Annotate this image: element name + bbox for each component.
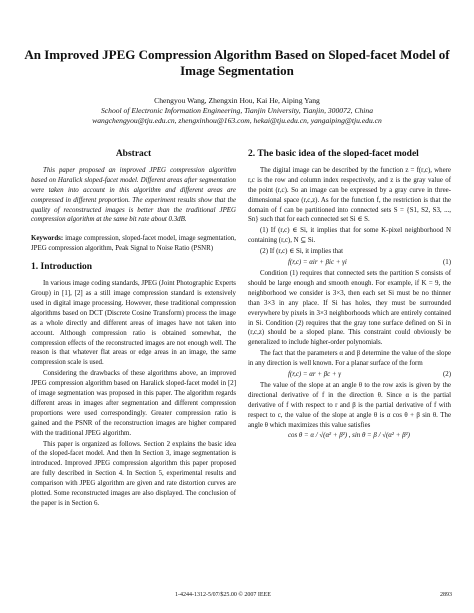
abstract-heading: Abstract	[115, 149, 152, 159]
intro-paragraph-3: This paper is organized as follows. Section 2 explains the basic idea of the sloped-facet model. And then In Section 3, image segmentation is introduced. Improved JPEG compression algorithm this paper proposed are fully described in Section 4. In Section 5, experimental results and comparison with JPEG algorithm are given and rate distortion curves are plotted. Some reconstructed images are also displayed. The conclusion of the paper is in Section 6.	[31, 440, 236, 507]
intro-paragraph-2: Considering the drawbacks of these algorithms above, an improved JPEG compression algorithm based on Haralick sloped-facet model in [2] of image segmentation was proposed in this paper. The algorithm regards different areas in images after segmentation and different compression proportions were used correspondingly. Greater compression ratio is gained and the PSNR of the reconstruction images are higher compared with the traditional JPEG algorithm.	[31, 370, 236, 437]
condition-1: (1) If (r,c) ∈ Si, it implies that for some K-pixel neighborhood N containing (r,c), N ⊆ Si.	[248, 227, 451, 245]
page-number: 2893	[440, 592, 452, 598]
author-block	[20, 96, 454, 126]
left-column	[31, 150, 236, 510]
author-emails: wangchengyou@tju.edu.cn, zhengxinhou@163.com, hekai@tju.edu.cn, yangaiping@tju.edu.cn	[92, 116, 382, 125]
equation-3	[288, 431, 451, 441]
author-names: Chengyou Wang, Zhengxin Hou, Kai He, Aiping Yang	[154, 96, 320, 105]
equation-2-body: f(r,c) = αr + βc + γ	[288, 371, 341, 379]
keywords-label: Keywords:	[31, 235, 64, 243]
equation-2	[288, 370, 451, 380]
introduction-heading: 1. Introduction	[31, 262, 93, 273]
copyright-notice: 1-4244-1312-5/07/$25.00 © 2007 IEEE	[175, 592, 271, 598]
equation-2-number: (2)	[442, 371, 451, 379]
equation-1	[288, 258, 451, 268]
abstract-text: This paper proposed an improved JPEG compression algorithm based on Haralick sloped-facet model. Different areas after segmentation were taken into account in this algorithm and different areas are compressed in different proportion. The experiment results show that the quality of reconstructed images is better than the traditional JPEG compression algorithm at the same bit rate about 0.3dB.	[31, 166, 236, 224]
equation-1-body: f(r,c) = αir + βic + γi	[288, 259, 347, 267]
keywords-text: image compression, sloped-facet model, image segmentation, JPEG compression algorithm, Peak Signal to Noise Ratio (PSNR)	[31, 235, 236, 253]
equation-3-body: cos θ = α / √(α² + β²) , sin θ = β / √(α² + β²)	[288, 432, 410, 440]
intro-paragraph-1: In various image coding standards, JPEG (Joint Photographic Experts Group) in [1], [2] as a still image compression standard is extensively used in digital image processing. However, these traditional compression algorithms based on DCT (Discrete Cosine Transform) process the image as a whole directly and different areas of images have not taken into account. Although compression ratio is obtained somewhat, the compression effects of the reconstructed images are not enough well. The reason is that whatever flat areas or edge areas in an image, the same compression scale is used.	[31, 280, 236, 367]
right-column	[248, 150, 451, 442]
section2-heading: 2. The basic idea of the sloped-facet model	[248, 149, 419, 159]
section2-paragraph-1: The digital image can be described by the function z = f(r,c), where r,c is the row and column index respectively, and z is the gray value of the point (r,c). So an image can be expressed by a gray curve in three-dimensional space (r,c,z). As for the function f, the restriction is that the domain of f can be partitioned into connected sets S = {S1, S2, S3, ..., Sn} such that for each connected set Si ∈ S.	[248, 166, 451, 224]
section2-paragraph-2: Condition (1) requires that connected sets the partition S consists of should be large enough and smooth enough. For example, if K = 9, the neighborhood we consider is 3×3, then each set Si must be no thinner than 3×3 in any place. If Si has holes, they must be surrounded everywhere by pixels in 3×3 neighborhoods which are entirely contained in Si. Condition (2) requires that the gray tone surface defined on Si in (r,c,z) should be a sloped plane. This constraint could obviously be generalized to include higher-order polynomials.	[248, 269, 451, 347]
condition-2: (2) If (r,c) ∈ Si, it implies that	[260, 248, 344, 256]
equation-1-number: (1)	[442, 259, 451, 267]
paper-title: An Improved JPEG Compression Algorithm Based on Sloped-facet Model of Image Segmentation	[24, 47, 450, 78]
section2-paragraph-3: The fact that the parameters α and β determine the value of the slope in any direction is well known. For a planar surface of the form	[248, 350, 451, 368]
author-affiliation: School of Electronic Information Engineering, Tianjin University, Tianjin, 300072, China	[100, 106, 374, 115]
section2-paragraph-4: The value of the slope at an angle θ to the row axis is given by the directional derivative of f in the direction θ. Since α is the partial derivative of f with respect to r and β is the partial derivative of f with respect to c, the value of the slope at angle θ is α cos θ + β sin θ. The angle θ which maximizes this value satisfies	[248, 381, 451, 429]
keywords	[31, 234, 236, 254]
